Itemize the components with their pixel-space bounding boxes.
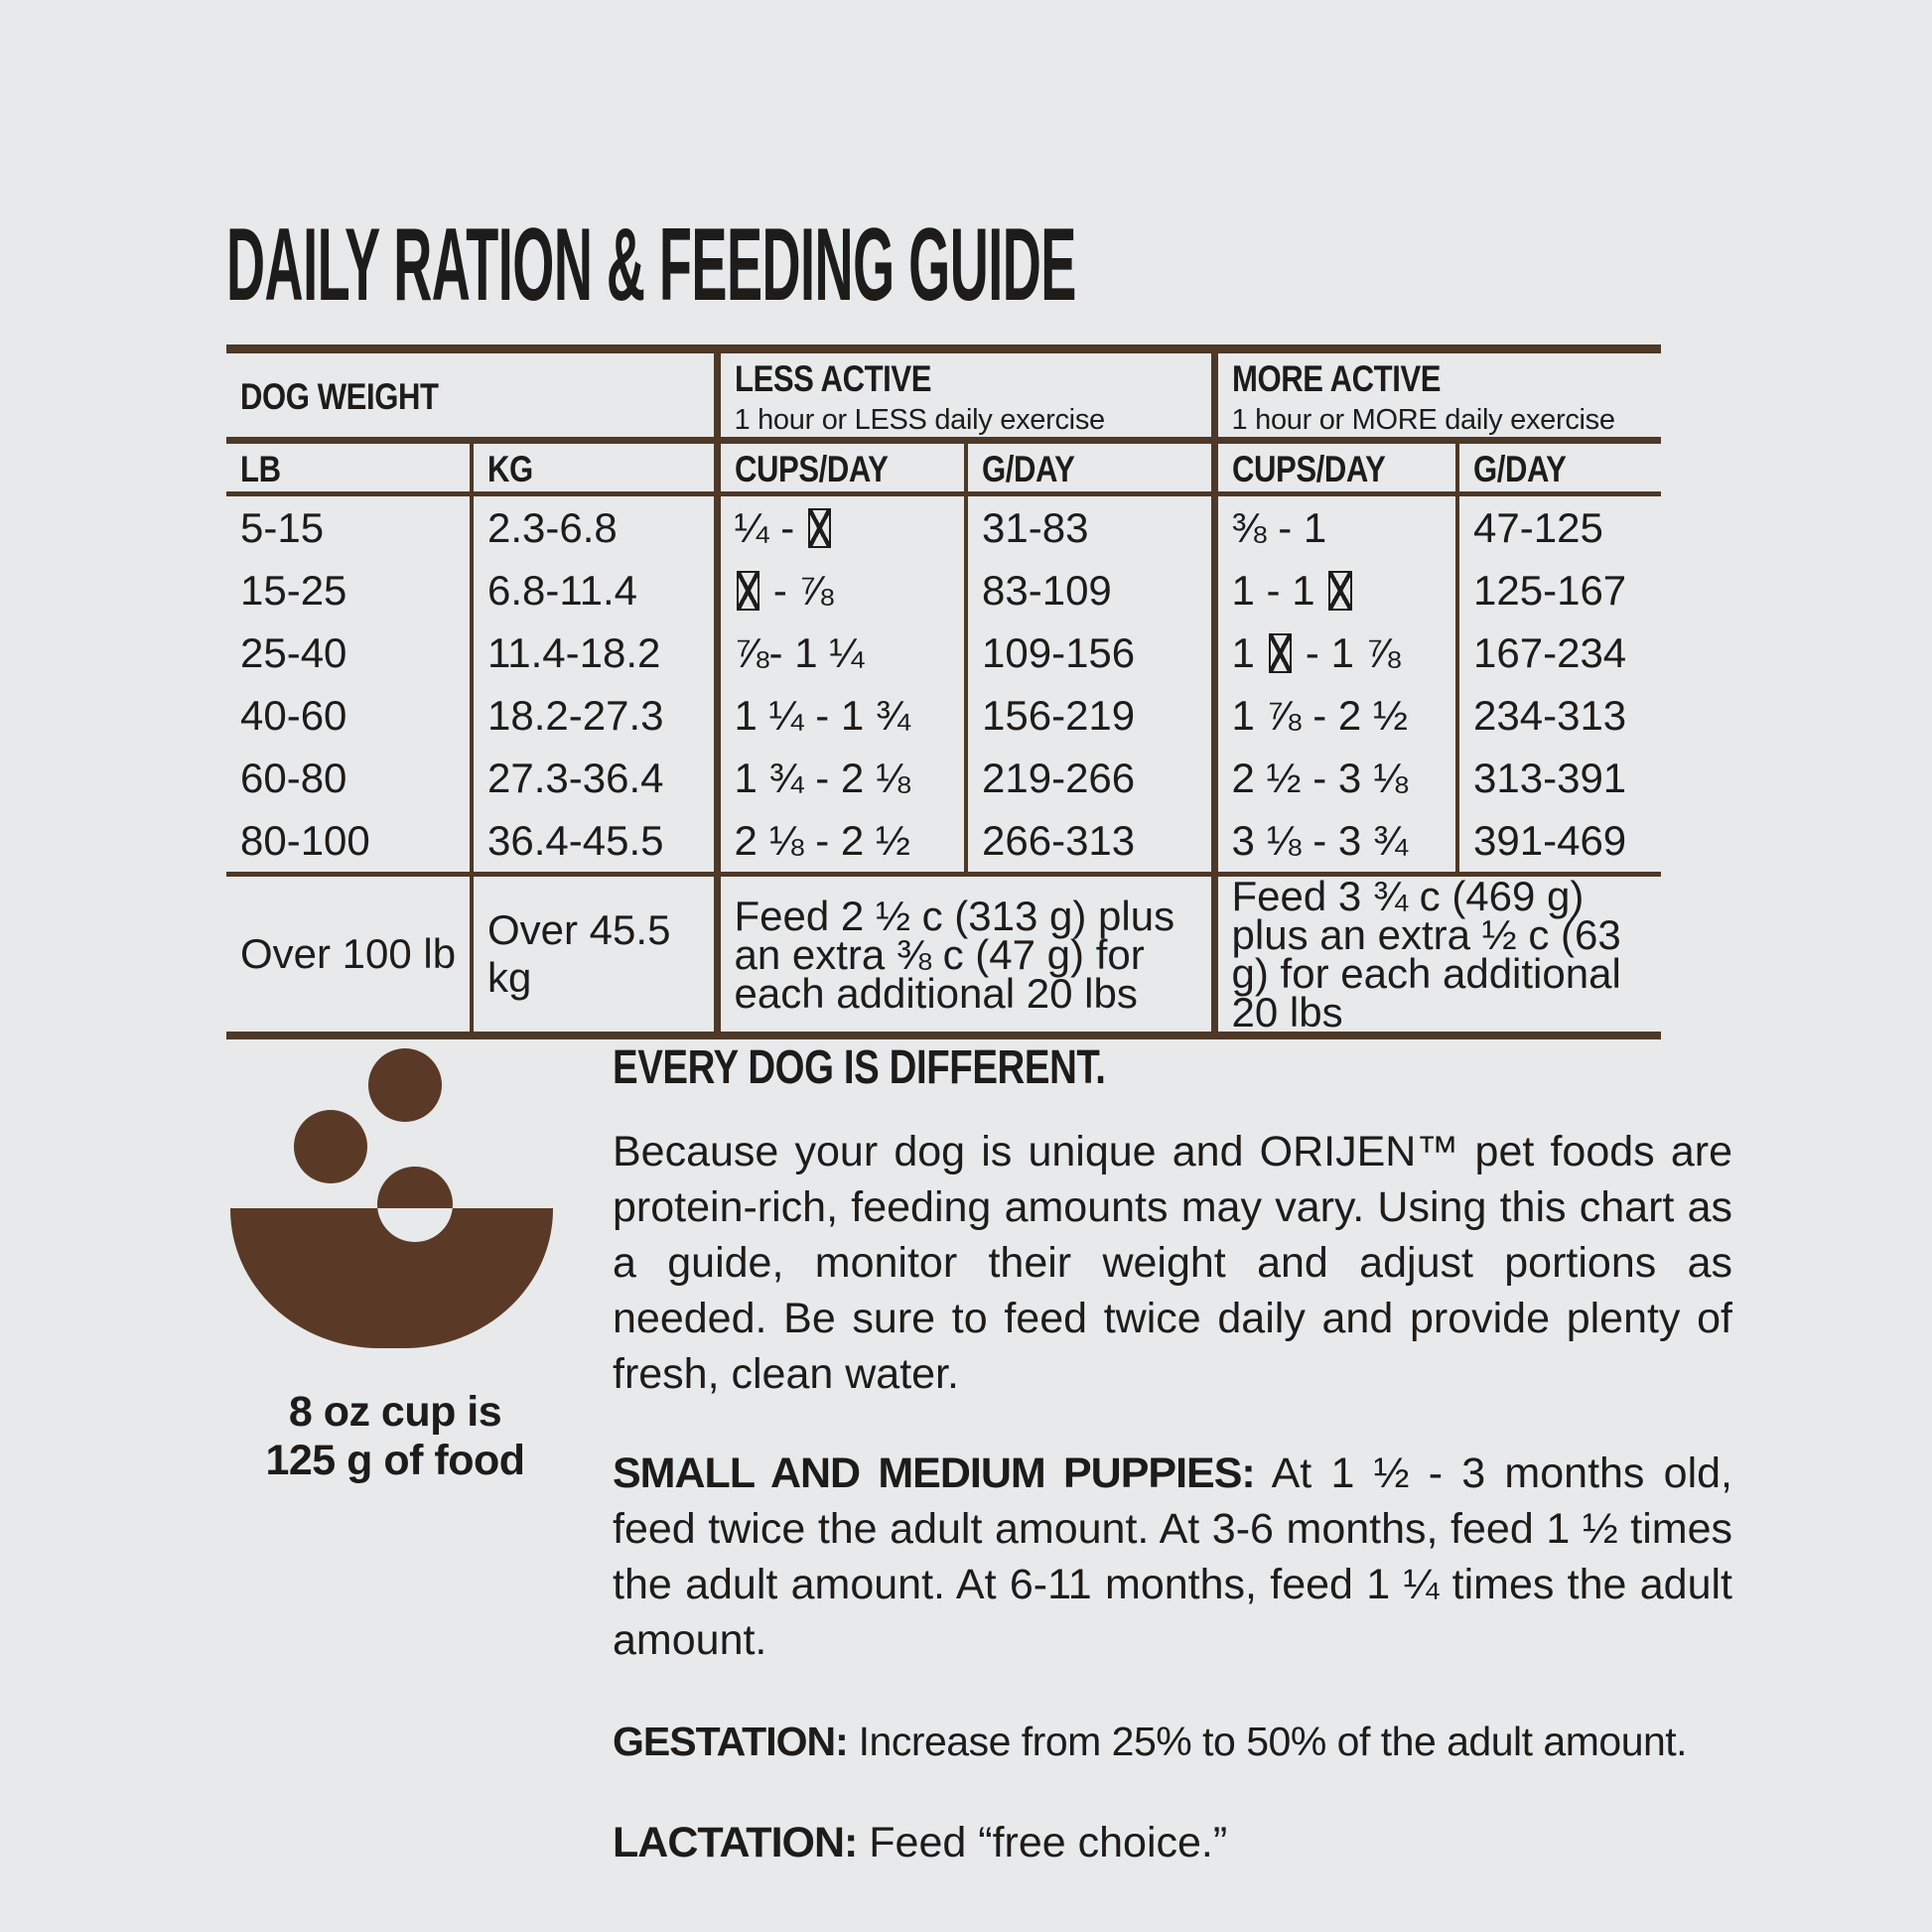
col-header-lb-label: LB: [240, 449, 281, 489]
cell-kg: 6.8-11.4: [472, 559, 717, 621]
more-active-subtitle: 1 hour or MORE daily exercise: [1231, 404, 1615, 436]
cup-measure-line1: 8 oz cup is: [288, 1388, 502, 1436]
dog-weight-label: DOG WEIGHT: [240, 376, 439, 417]
page-title: [226, 207, 1861, 323]
col-header-more-cups: [1214, 441, 1457, 494]
cup-measure-caption: [226, 1388, 564, 1485]
cell-less-cups: 1 ¼ - 1 ¾: [717, 684, 966, 747]
puppies-label: SMALL AND MEDIUM PUPPIES:: [613, 1449, 1255, 1497]
cell-less-g: 219-266: [966, 747, 1214, 809]
cell-kg: 36.4-45.5: [472, 809, 717, 875]
cell-more-cups: 1 ⅞ - 2 ½: [1214, 684, 1457, 747]
page-title-text: DAILY RATION & FEEDING GUIDE: [226, 207, 1076, 323]
col-header-more-g: [1457, 441, 1661, 494]
col-header-less-cups-label: CUPS/DAY: [734, 449, 888, 489]
gestation-paragraph: [613, 1714, 1732, 1769]
missing-glyph-box: [808, 508, 832, 547]
table-row: [226, 747, 1661, 809]
col-header-more-cups-label: CUPS/DAY: [1231, 449, 1385, 489]
cell-less-g: 156-219: [966, 684, 1214, 747]
cell-lb: 80-100: [226, 809, 472, 875]
cell-lb: 40-60: [226, 684, 472, 747]
cell-more-g: 313-391: [1473, 754, 1627, 801]
col-header-lb: [226, 441, 472, 494]
col-header-more-g-label: G/DAY: [1473, 449, 1567, 489]
info-heading-text: EVERY DOG IS DIFFERENT.: [613, 1041, 1106, 1094]
missing-glyph-box: [1269, 633, 1293, 672]
table-row: [226, 559, 1661, 621]
col-header-less-cups: [717, 441, 966, 494]
cell-more-g: 167-234: [1473, 628, 1627, 676]
cell-less-g: 83-109: [966, 559, 1214, 621]
dog-weight-header-cell: [226, 349, 717, 441]
cell-less-cups: 2 ⅛ - 2 ½: [717, 809, 966, 875]
cell-less-active-note: Feed 2 ½ c (313 g) plus an extra ⅜ c (47 g) for each additional 20 lbs: [717, 875, 1214, 1036]
cell-kg: 11.4-18.2: [472, 621, 717, 684]
missing-glyph-box: [1328, 571, 1352, 610]
cell-less-cups: ⅞- 1 ¼: [717, 621, 966, 684]
less-active-header-cell: [717, 349, 1214, 441]
gestation-text: Increase from 25% to 50% of the adult amount.: [847, 1719, 1688, 1764]
cell-more-active-note: Feed 3 ¾ c (469 g) plus an extra ½ c (63 g) for each additional 20 lbs: [1214, 875, 1661, 1036]
lactation-paragraph: [613, 1815, 1732, 1870]
col-header-less-g: [966, 441, 1214, 494]
missing-glyph-box: [737, 571, 760, 610]
cell-kg: 27.3-36.4: [472, 747, 717, 809]
food-bowl-icon: [226, 1048, 564, 1348]
intro-paragraph: Because your dog is unique and ORIJEN™ pet foods are protein-rich, feeding amounts may vary. Using this chart as a guide, monitor their weight and adjust portions as needed. Be sure to feed twice daily and provide plenty of fresh, clean water.: [613, 1128, 1732, 1398]
cell-less-cups: - ⅞: [717, 559, 966, 621]
puppies-paragraph: [613, 1446, 1732, 1668]
cell-over-lb: Over 100 lb: [226, 875, 472, 1036]
more-active-label: MORE ACTIVE: [1231, 358, 1441, 399]
less-active-subtitle: 1 hour or LESS daily exercise: [734, 404, 1105, 436]
cell-less-g: 31-83: [966, 494, 1214, 560]
feeding-guide-table: [226, 345, 1661, 1039]
kibble-circle-icon: [368, 1048, 442, 1122]
cell-more-g: 234-313: [1473, 691, 1627, 739]
cell-lb: 5-15: [226, 494, 472, 560]
kibble-circle-icon: [377, 1167, 453, 1242]
cell-more-g: 125-167: [1473, 566, 1627, 614]
column-header-row: [226, 441, 1661, 494]
cell-more-cups: 1 - 1 ⅞: [1214, 621, 1457, 684]
cell-more-g: 47-125: [1473, 503, 1603, 551]
cell-lb: 60-80: [226, 747, 472, 809]
cell-more-cups: ⅜ - 1: [1214, 494, 1457, 560]
cell-over-kg: Over 45.5 kg: [472, 875, 717, 1036]
puppies-text: At 1 ½ - 3 months old, feed twice the adult amount. At 3-6 months, feed 1 ½ times the adult amount. At 6-11 months, feed 1 ¼ times the adult amount.: [613, 1449, 1733, 1664]
cell-kg: 18.2-27.3: [472, 684, 717, 747]
info-column: [613, 1040, 1732, 1870]
kibble-circle-icon: [294, 1110, 367, 1183]
less-active-label: LESS ACTIVE: [734, 358, 931, 399]
over-100lb-row: [226, 875, 1661, 1036]
cell-kg: 2.3-6.8: [472, 494, 717, 560]
cell-less-g: 109-156: [966, 621, 1214, 684]
cell-lb: 25-40: [226, 621, 472, 684]
cell-more-cups: 2 ½ - 3 ⅛: [1214, 747, 1457, 809]
cell-more-g: 391-469: [1457, 809, 1661, 875]
col-header-less-g-label: G/DAY: [982, 449, 1075, 489]
gestation-label: GESTATION:: [613, 1719, 848, 1764]
cell-less-g: 266-313: [966, 809, 1214, 875]
table-row: [226, 684, 1661, 747]
cell-less-cups: ¼ -: [717, 494, 966, 560]
cell-less-cups: 1 ¾ - 2 ⅛: [717, 747, 966, 809]
table-row: [226, 621, 1661, 684]
col-header-kg: [472, 441, 717, 494]
cell-more-cups: 3 ⅛ - 3 ¾: [1214, 809, 1457, 875]
lactation-label: LACTATION:: [613, 1819, 858, 1866]
group-header-row: [226, 349, 1661, 441]
cup-measure-line2: 125 g of food: [265, 1437, 525, 1484]
table-row: [226, 809, 1661, 875]
lactation-text: Feed “free choice.”: [857, 1819, 1228, 1866]
more-active-header-cell: [1214, 349, 1661, 441]
col-header-kg-label: KG: [487, 449, 533, 489]
cell-more-cups: 1 - 1: [1214, 559, 1457, 621]
info-heading: [613, 1040, 1732, 1096]
cell-lb: 15-25: [226, 559, 472, 621]
table-row: [226, 494, 1661, 560]
